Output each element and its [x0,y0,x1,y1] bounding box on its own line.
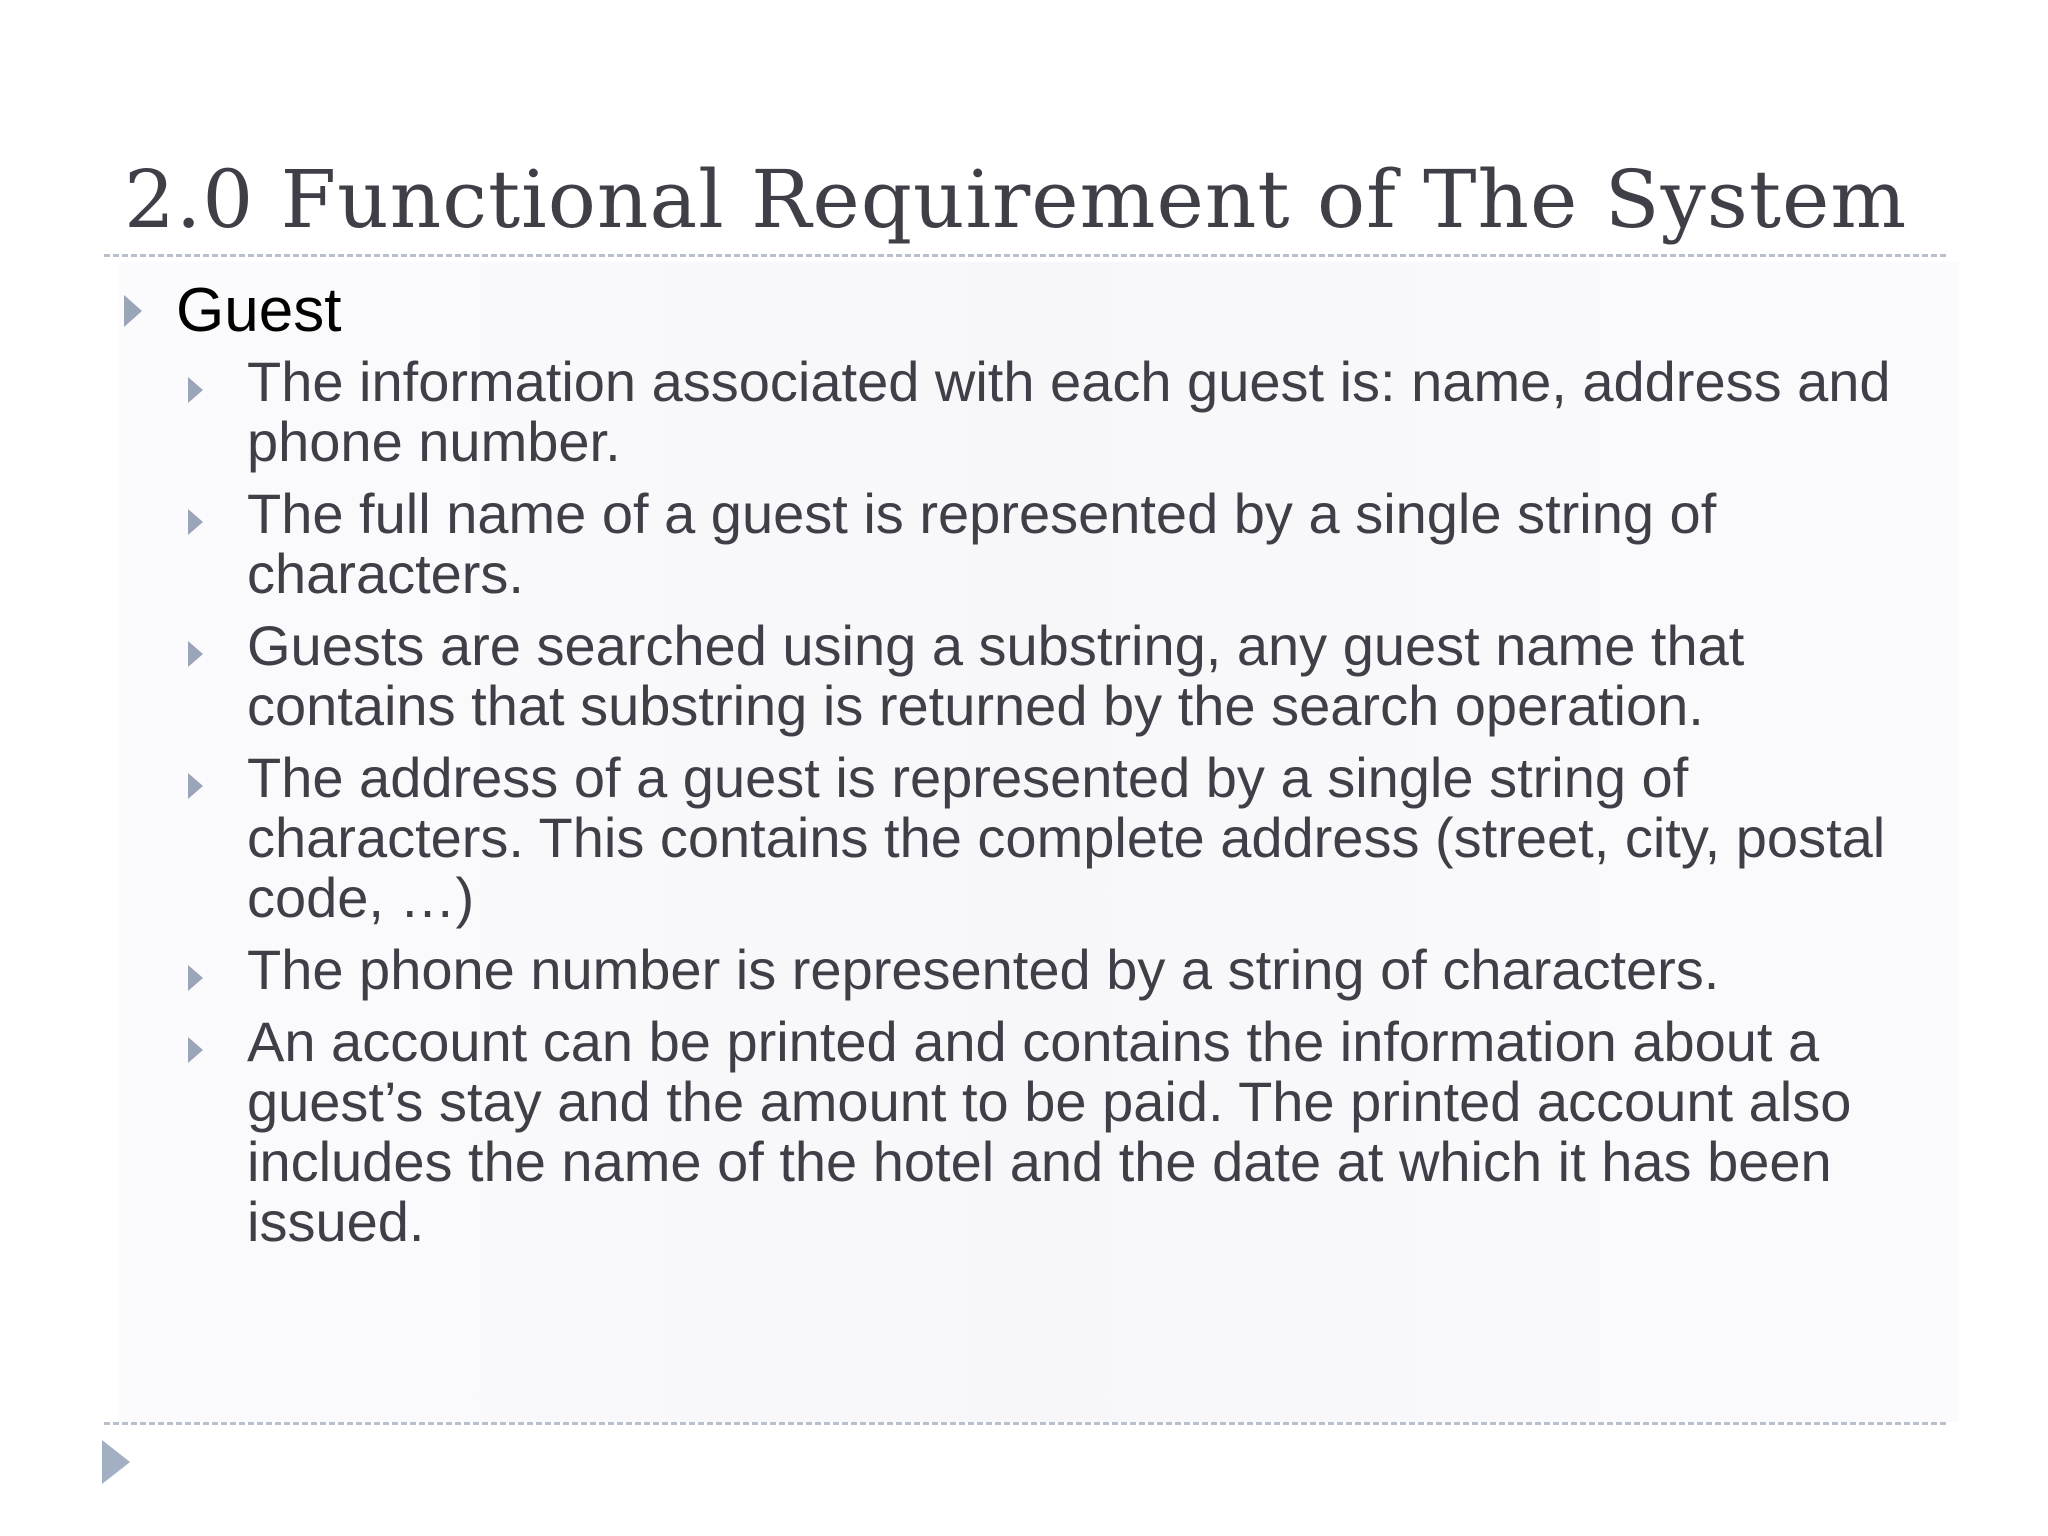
bullet-guest [124,272,341,350]
triangle-right-icon [188,509,203,535]
triangle-right-icon [188,377,203,403]
triangle-right-icon [188,1037,203,1063]
triangle-right-icon [102,1440,130,1484]
guest-sub-bullets [188,352,1928,1264]
list-item [188,352,1928,472]
list-item-text: An account can be printed and contains the information about a guest’s stay and the amount to be paid. The printed account also includes the name of the hotel and the date at which it has been issued. [247,1010,1852,1253]
list-item [188,484,1928,604]
list-item-text: The information associated with each guest is: name, address and phone number. [247,350,1891,473]
title-divider [104,254,1946,257]
list-item [188,616,1928,736]
triangle-right-icon [188,773,203,799]
slide-title: 2.0 Functional Requirement of The System [124,153,1908,246]
list-item-text: Guests are searched using a substring, any guest name that contains that substring is returned by the search operation. [247,614,1745,737]
triangle-right-icon [188,965,203,991]
triangle-right-icon [188,641,203,667]
list-item [188,940,1928,1000]
bullet-guest-label: Guest [176,276,342,345]
list-item-text: The phone number is represented by a string of characters. [247,938,1720,1001]
list-item-text: The address of a guest is represented by a single string of characters. This contains the complete address (street, city, postal code, …) [247,746,1886,929]
list-item-text: The full name of a guest is represented by a single string of characters. [247,482,1717,605]
footer-divider [104,1422,1946,1425]
list-item [188,748,1928,928]
list-item [188,1012,1928,1252]
triangle-right-icon [124,295,142,327]
